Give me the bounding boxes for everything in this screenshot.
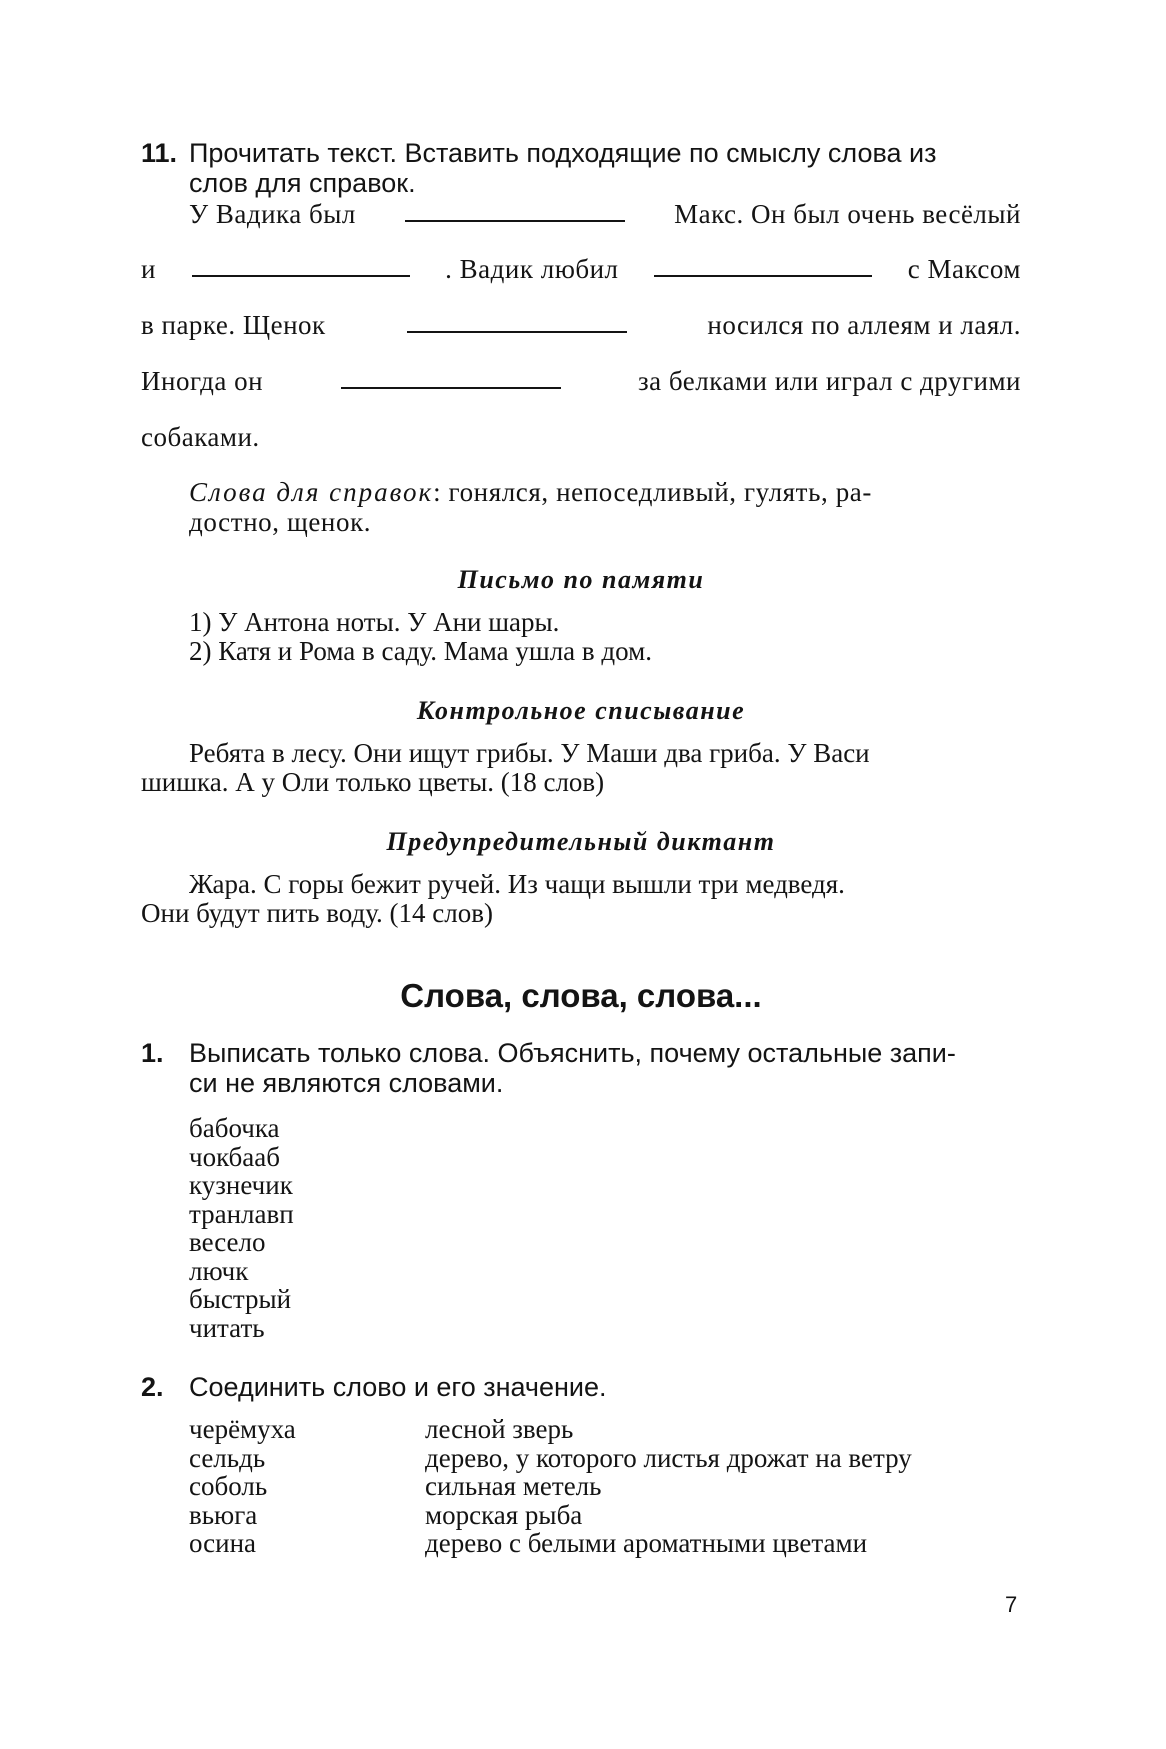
- meaning: дерево с белыми ароматными цветами: [425, 1528, 868, 1558]
- text-fragment: У Вадика был: [189, 199, 356, 229]
- dictation-heading: Предупредительный диктант: [386, 827, 776, 856]
- answer-blank[interactable]: [341, 387, 561, 389]
- word: вьюга: [189, 1499, 258, 1530]
- list-item: 1) У Антона ноты. У Ани шары.: [189, 607, 560, 637]
- list-item: лючк: [189, 1255, 249, 1286]
- word-list: [189, 1114, 294, 1342]
- text-line: Ребята в лесу. Они ищут грибы. У Маши два гриба. У Васи: [189, 738, 870, 768]
- text-fragment: в парке. Щенок: [141, 310, 326, 340]
- text-fragment: носился по аллеям и лаял.: [707, 310, 1021, 340]
- list-item: кузнечик: [189, 1170, 293, 1200]
- list-item: чокбааб: [189, 1141, 280, 1172]
- task-instruction: [189, 1038, 1019, 1098]
- task-11: [141, 138, 1021, 200]
- instruction-line: си не являются словами.: [189, 1068, 504, 1098]
- reference-text: достно, щенок.: [189, 507, 372, 537]
- task-number: 11.: [141, 138, 178, 168]
- text-line: шишка. А у Оли только цветы. (18 слов): [141, 767, 605, 797]
- memory-writing-heading: Письмо по памяти: [457, 565, 705, 594]
- meaning: дерево, у которого листья дрожат на ветру: [425, 1442, 912, 1473]
- table-row: [189, 1472, 1029, 1501]
- text-fragment: . Вадик любил: [445, 254, 619, 284]
- list-item: транлавп: [189, 1198, 294, 1229]
- task-2: [141, 1372, 1021, 1404]
- table-row: [189, 1501, 1029, 1530]
- fill-line-5: [141, 417, 1021, 453]
- text-line: Жара. С горы бежит ручей. Из чащи вышли три медведя.: [189, 869, 845, 899]
- fill-line-4: [141, 361, 1021, 397]
- text-fragment: Макс. Он был очень весёлый: [674, 199, 1021, 229]
- task-instruction: Соединить слово и его значение.: [189, 1372, 607, 1402]
- text-line: Они будут пить воду. (14 слов): [141, 898, 493, 928]
- text-fragment: с Максом: [907, 254, 1021, 284]
- list-item: быстрый: [189, 1284, 292, 1314]
- answer-blank[interactable]: [192, 275, 410, 277]
- list-item: весело: [189, 1227, 266, 1257]
- text-fragment: собаками.: [141, 422, 260, 452]
- control-copy-heading: Контрольное списывание: [416, 696, 746, 725]
- meaning: лесной зверь: [425, 1414, 574, 1444]
- word-meaning-table: [189, 1415, 1029, 1558]
- text-fragment: Иногда он: [141, 366, 264, 396]
- list-item: бабочка: [189, 1113, 280, 1143]
- page-number: 7: [1005, 1592, 1018, 1617]
- task-number: 1.: [141, 1038, 164, 1068]
- fill-line-2: [141, 249, 1021, 285]
- task-1: [141, 1038, 1021, 1100]
- list-item: 2) Катя и Рома в саду. Мама ушла в дом.: [189, 636, 652, 666]
- text-fragment: за белками или играл с другими: [638, 366, 1021, 396]
- control-copy-text: [141, 739, 1021, 797]
- answer-blank[interactable]: [654, 275, 872, 277]
- instruction-line: слов для справок.: [189, 168, 416, 198]
- table-row: [189, 1444, 1029, 1473]
- reference-label: Слова для справок: [189, 477, 434, 507]
- word: осина: [189, 1528, 257, 1558]
- table-row: [189, 1529, 1029, 1558]
- word: черёмуха: [189, 1414, 296, 1444]
- answer-blank[interactable]: [407, 331, 627, 333]
- dictation-text: [141, 870, 1021, 928]
- word: сельдь: [189, 1442, 266, 1473]
- meaning: морская рыба: [425, 1499, 583, 1530]
- reference-words: [189, 477, 1021, 537]
- table-row: [189, 1415, 1029, 1444]
- memory-writing-items: [189, 608, 1021, 666]
- text-fragment: и: [141, 254, 156, 284]
- section-title: Слова, слова, слова...: [400, 977, 762, 1014]
- task-number: 2.: [141, 1372, 164, 1402]
- instruction-line: Прочитать текст. Вставить подходящие по смыслу слова из: [189, 138, 937, 168]
- meaning: сильная метель: [425, 1471, 602, 1501]
- fill-line-3: [141, 305, 1021, 341]
- word: соболь: [189, 1471, 268, 1501]
- instruction-line: Выписать только слова. Объяснить, почему остальные запи-: [189, 1038, 956, 1068]
- list-item: читать: [189, 1312, 265, 1343]
- fill-line-1: [189, 194, 1021, 230]
- answer-blank[interactable]: [405, 220, 625, 222]
- reference-text: : гонялся, непоседливый, гулять, ра-: [433, 477, 872, 507]
- task-instruction: [189, 138, 1019, 198]
